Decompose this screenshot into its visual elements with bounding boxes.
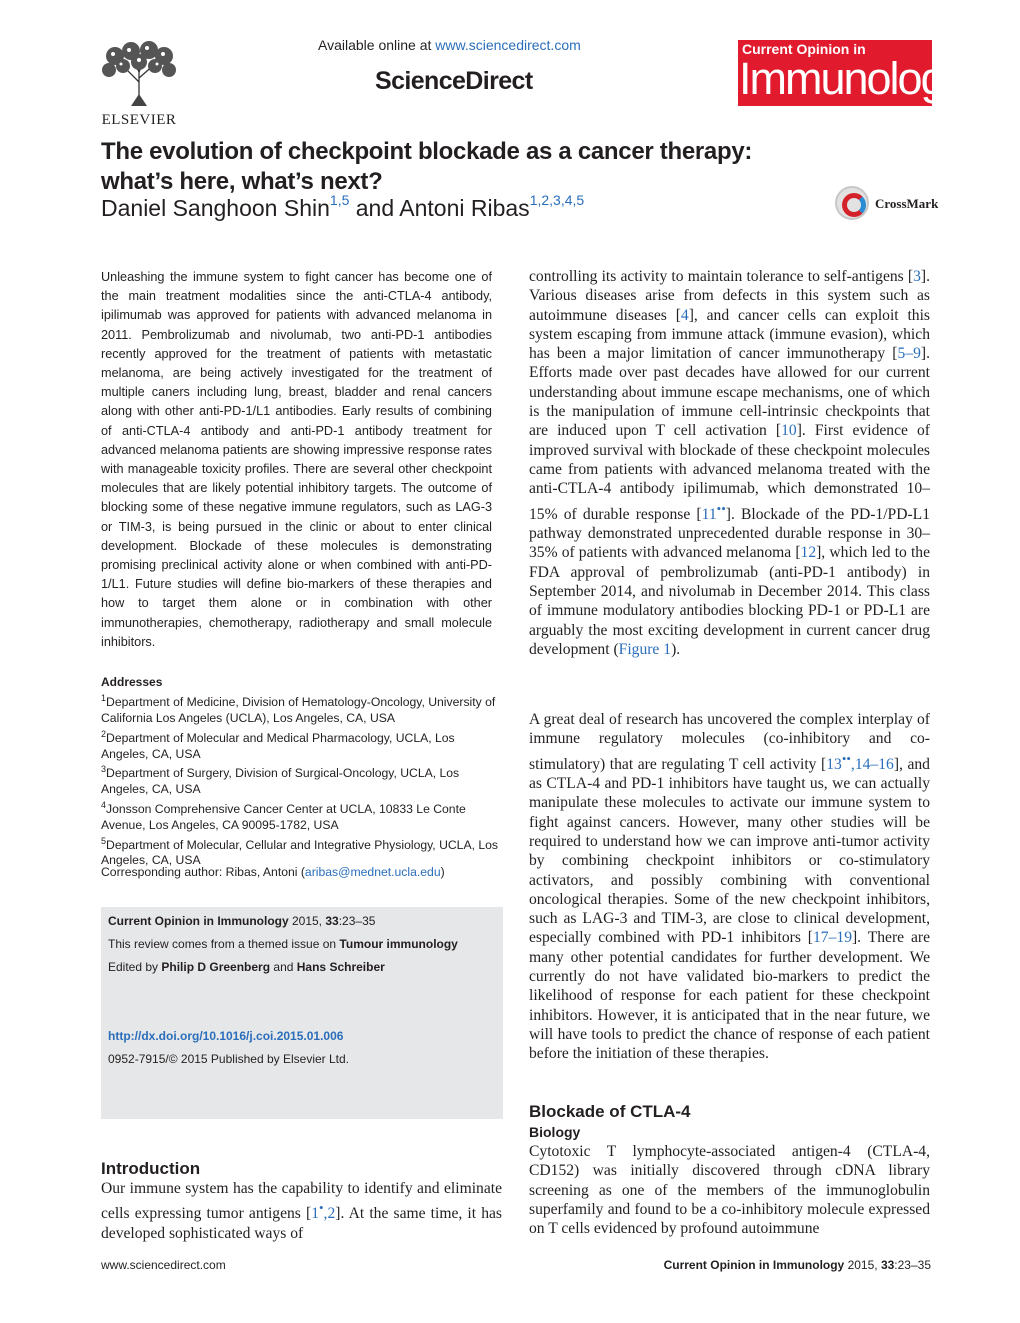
abstract: Unleashing the immune system to fight cancer has become one of the main treatment modalities since the anti-CTLA-4 antibody, ipilimumab was approved for patients with advanced melanoma in 2011. Pembrolizumab and nivolumab, two anti-PD-1 antibodies recently approved for the treatment of patients with metastatic melanoma, are being actively investigated for the treatment of multiple caners including lung, breast, bladder and renal cancers along with other anti-PD-1/L1 antibodies. Early results of combining of anti-CTLA-4 antibody and anti-PD-1 antibody treatment for advanced melanoma patients are showing impressive response rates with manageable toxicity profiles. There are several other checkpoint molecules that are likely potential inhibitory targets. The outcome of blocking some of these negative immune regulators, such as LAG-3 or TIM-3, is being pursued in the clinic or about to enter clinical development. Blockade of these molecules is demonstrating promising preclinical activity alone or when combined with anti-PD-1/L1. Future studies will define bio-markers of these therapies and how to target them alone or in combination with other immunotherapies, chemotherapy, radiotherapy and small molecule inhibitors.: [101, 270, 492, 649]
citation-link[interactable]: 17–19: [813, 929, 852, 947]
sciencedirect-link[interactable]: www.sciencedirect.com: [435, 37, 581, 53]
author-name: Daniel Sanghoon Shin: [101, 195, 330, 221]
article-title: The evolution of checkpoint blockade as a cancer therapy: what’s here, what’s next?: [101, 138, 753, 195]
introduction-heading: Introduction: [101, 1159, 201, 1178]
journal-logo: [738, 40, 965, 106]
themed-issue-line: This review comes from a themed issue on Tumour immunology: [108, 937, 458, 951]
citation-link[interactable]: 1: [311, 1205, 319, 1223]
corresponding-author: Corresponding author: Ribas, Antoni (aribas@mednet.ucla.edu): [101, 865, 445, 879]
address-item: $^2$Department of Molecular and Medical Pharmacology, UCLA, Los Angeles, CA, USA: [101, 728, 455, 761]
citation-link[interactable]: ,14–16: [850, 755, 894, 773]
citation-link[interactable]: 3: [913, 268, 921, 285]
citation-link[interactable]: 12: [800, 544, 817, 562]
paragraph: controlling its activity to maintain tolerance to self-antigens [3]. Various diseases arise from defects in this system such as autoimmune diseases [4], and cancer cells can exploit this system escaping from immune attack (immune evasion), which has been a major limitation of cancer immunotherapy [5–9]. Efforts made over past decades have allowed for our current understanding about immune escape mechanisms, one of which is the manipulation of immune cell-intrinsic checkpoints that are induced upon T cell activation [10]. First evidence of improved survival with blockade of these checkpoint molecules came from patients with advanced melanoma treated with the anti-CTLA-4 antibody ipilimumab, which demonstrated 10–15% of durable response [11••]. Blockade of the PD-1/PD-L1 pathway demonstrated unprecedented durable response in 30–35% of patients with advanced melanoma [12], which led to the FDA approval of pembrolizumab (anti-PD-1 antibody) in September 2014, and nivolumab in December 2014. This class of immune modulatory antibodies blocking PD-1 or PD-L1 are arguably the most exciting development in current cancer drug development (Figure 1).: [529, 268, 931, 658]
elsevier-logo: [97, 42, 181, 128]
journal-logo-small: Current Opinion in: [742, 41, 866, 57]
citation-link[interactable]: 10: [781, 422, 797, 440]
theme-name: Tumour immunology: [339, 937, 458, 951]
journal-logo-big: Immunology: [739, 53, 965, 104]
footer-url[interactable]: www.sciencedirect.com: [101, 1258, 226, 1272]
crossmark-icon: [835, 186, 869, 220]
citation-link[interactable]: 5–9: [897, 345, 921, 363]
introduction-text: Our immune system has the capability to identify and eliminate cells expressing tumor antigens [1•,2]. At the same time, it has developed sophisticated ways of: [101, 1180, 502, 1242]
author-list: Daniel Sanghoon Shin$^{1,5}$ and Antoni Ribas$^{1,2,3,4,5}$: [101, 192, 585, 221]
author-name: Antoni Ribas: [399, 195, 530, 221]
address-item: $^5$Department of Molecular, Cellular and Integrative Physiology, UCLA, Los Angeles, CA, USA: [101, 835, 499, 868]
available-online: Available online at www.sciencedirect.com: [318, 37, 581, 53]
editors-line: Edited by Philip D Greenberg and Hans Schreiber: [108, 960, 385, 974]
crossmark-badge[interactable]: [835, 186, 939, 222]
paragraph: A great deal of research has uncovered the complex interplay of immune regulatory molecules (co-inhibitory and co-stimulatory) that are regulating T cell activity [13••,14–16], and as CTLA-4 and PD-1 inhibitors have taught us, we can actually manipulate these molecules to activate our immune system to fight against cancers. However, many other studies will be required to understand how we can improve anti-tumor activity by combining checkpoint inhibitors or co-stimulatory activators, and possibly combining with conventional oncological therapies. Some of the new checkpoint inhibitors, such as LAG-3 and TIM-3, are close to clinical development, especially combined with PD-1 inhibitors [17–19]. There are many other potential candidates for further development. We currently do not have validated bio-markers to predict the likelihood of response for each patient for these checkpoint inhibitors. However, it is anticipated that in the near future, we will have tools to predict the chance of response of each patient before the initiation of these therapies.: [529, 711, 931, 1063]
citation-link[interactable]: 4: [680, 306, 689, 324]
address-item: $^1$Department of Medicine, Division of Hematology-Oncology, University of California Los Angeles (UCLA), Los Angeles, CA, USA: [101, 693, 496, 725]
info-box: [101, 907, 503, 1119]
paragraph: Cytotoxic T lymphocyte-associated antigen-4 (CTLA-4, CD152) was initially discovered through cDNA library screening as one of the members of the immunoglobulin superfamily and found to be a co-inhibitory molecule expressed on T cells evidenced by profound autoimmune: [529, 1143, 930, 1238]
author-affiliation[interactable]: 1,5: [329, 192, 350, 209]
copyright: 0952-7915/© 2015 Published by Elsevier Ltd.: [108, 1052, 350, 1066]
citation-line: Current Opinion in Immunology 2015, 33:23–35: [108, 914, 376, 928]
citation-link[interactable]: 13: [826, 755, 842, 773]
doi-link[interactable]: http://dx.doi.org/10.1016/j.coi.2015.01.006: [108, 1029, 344, 1043]
address-item: $^4$Jonsson Comprehensive Cancer Center at UCLA, 10833 Le Conte Avenue, Los Angeles, CA 90095-1782, USA: [101, 799, 466, 832]
addresses-list: [101, 691, 503, 869]
elsevier-tree-icon: [101, 42, 177, 106]
figure-link[interactable]: Figure 1: [618, 640, 672, 658]
author-affiliation[interactable]: 1,2,3,4,5: [529, 192, 585, 209]
addresses-heading: Addresses: [101, 675, 163, 689]
footer-citation: Current Opinion in Immunology 2015, 33:23–35: [663, 1258, 931, 1272]
sciencedirect-brand: ScienceDirect: [375, 67, 533, 95]
citation-link[interactable]: ,2: [323, 1205, 336, 1223]
address-item: $^3$Department of Surgery, Division of Surgical-Oncology, UCLA, Los Angeles, CA, USA: [101, 764, 460, 797]
citation-link[interactable]: 11: [701, 505, 717, 523]
email-link[interactable]: aribas@mednet.ucla.edu: [304, 865, 441, 879]
section-heading: Blockade of CTLA-4: [529, 1102, 691, 1121]
crossmark-label: CrossMark: [875, 196, 939, 211]
subsection-heading: Biology: [529, 1124, 581, 1140]
publisher-name: ELSEVIER: [101, 112, 177, 128]
